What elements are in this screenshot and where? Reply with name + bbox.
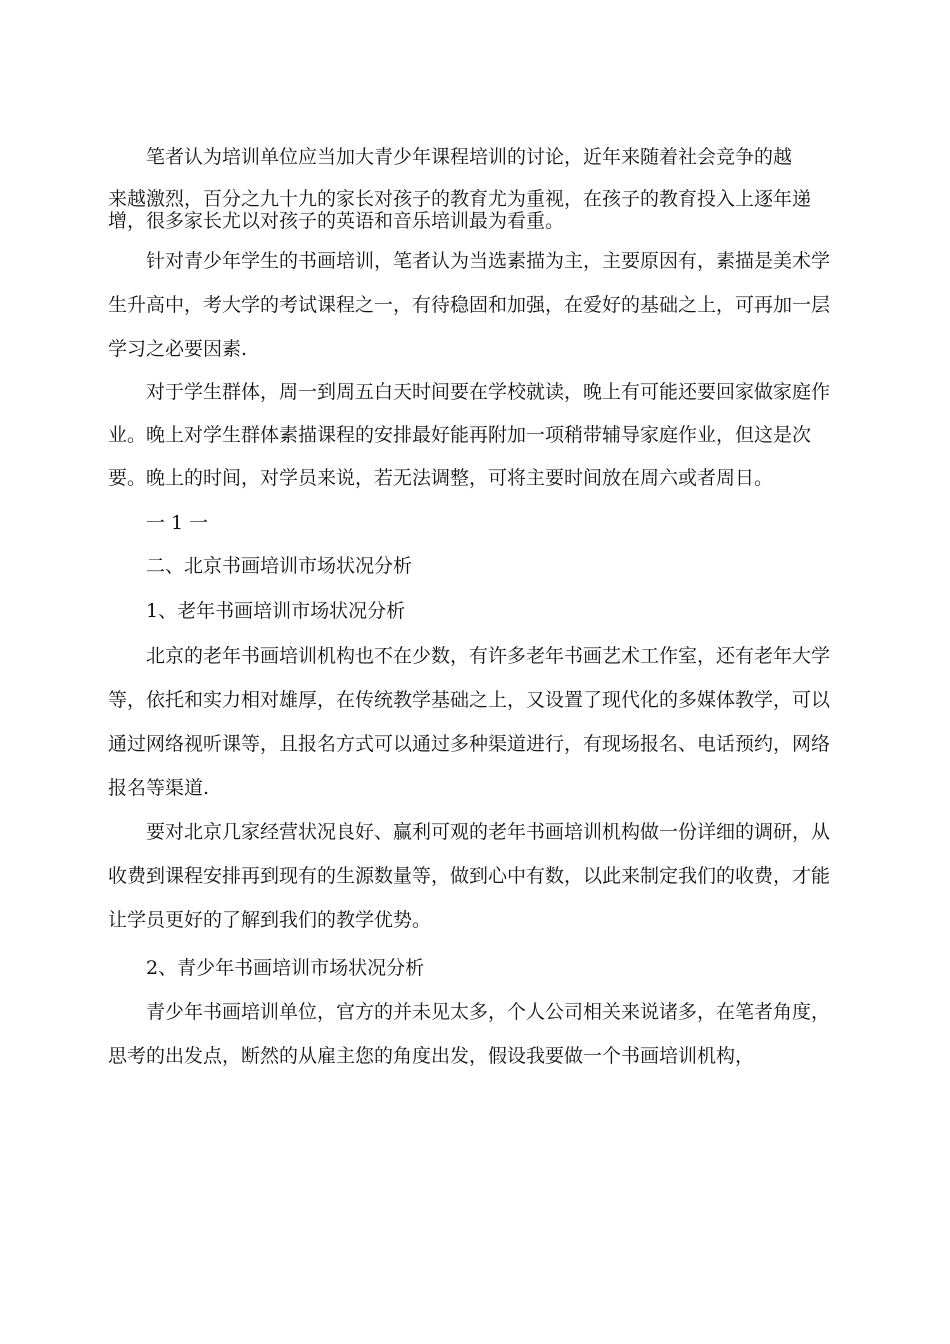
- paragraph-3-line-2: 业。晚上对学生群体素描课程的安排最好能再附加一项稍带辅导家庭作业，但这是次: [108, 424, 812, 446]
- paragraph-6-line-1: 青少年书画培训单位，官方的并未见太多，个人公司相关来说诸多，在笔者角度，: [146, 1001, 831, 1023]
- paragraph-5-line-3: 让学员更好的了解到我们的教学优势。: [108, 909, 432, 931]
- page-number: 一 1 一: [146, 512, 209, 534]
- paragraph-3-line-3: 要。晚上的时间，对学员来说，若无法调整，可将主要时间放在周六或者周日。: [108, 467, 774, 489]
- subsection-heading-1: 1、老年书画培训市场状况分析: [146, 600, 406, 622]
- paragraph-4-line-4: 报名等渠道.: [108, 777, 210, 799]
- paragraph-3-line-1: 对于学生群体，周一到周五白天时间要在学校就读，晚上有可能还要回家做家庭作: [146, 381, 831, 403]
- paragraph-2-line-2: 生升高中，考大学的考试课程之一，有待稳固和加强，在爱好的基础之上，可再加一层: [108, 294, 831, 316]
- paragraph-4-line-1: 北京的老年书画培训机构也不在少数，有许多老年书画艺术工作室，还有老年大学: [146, 645, 831, 667]
- paragraph-2-line-3: 学习之必要因素.: [108, 338, 248, 360]
- paragraph-5-line-1: 要对北京几家经营状况良好、赢利可观的老年书画培训机构做一份详细的调研，从: [146, 821, 831, 843]
- paragraph-6-line-2: 思考的出发点，断然的从雇主您的角度出发，假设我要做一个书画培训机构，: [108, 1045, 755, 1067]
- paragraph-1-line-3: 增，很多家长尤以对孩子的英语和音乐培训最为看重。: [108, 210, 565, 232]
- section-heading: 二、北京书画培训市场状况分析: [146, 555, 413, 577]
- paragraph-1-line-2: 来越激烈，百分之九十九的家长对孩子的教育尤为重视，在孩子的教育投入上逐年递: [108, 188, 812, 210]
- paragraph-5-line-2: 收费到课程安排再到现有的生源数量等，做到心中有数，以此来制定我们的收费，才能: [108, 865, 831, 887]
- subsection-heading-2: 2、青少年书画培训市场状况分析: [146, 957, 425, 979]
- paragraph-1-line-1: 笔者认为培训单位应当加大青少年课程培训的讨论，近年来随着社会竞争的越: [146, 146, 793, 168]
- paragraph-2-line-1: 针对青少年学生的书画培训，笔者认为当选素描为主，主要原因有，素描是美术学: [146, 250, 831, 272]
- paragraph-4-line-3: 通过网络视听课等，且报名方式可以通过多种渠道进行，有现场报名、电话预约，网络: [108, 733, 831, 755]
- paragraph-4-line-2: 等，依托和实力相对雄厚，在传统教学基础之上，又设置了现代化的多媒体教学，可以: [108, 689, 831, 711]
